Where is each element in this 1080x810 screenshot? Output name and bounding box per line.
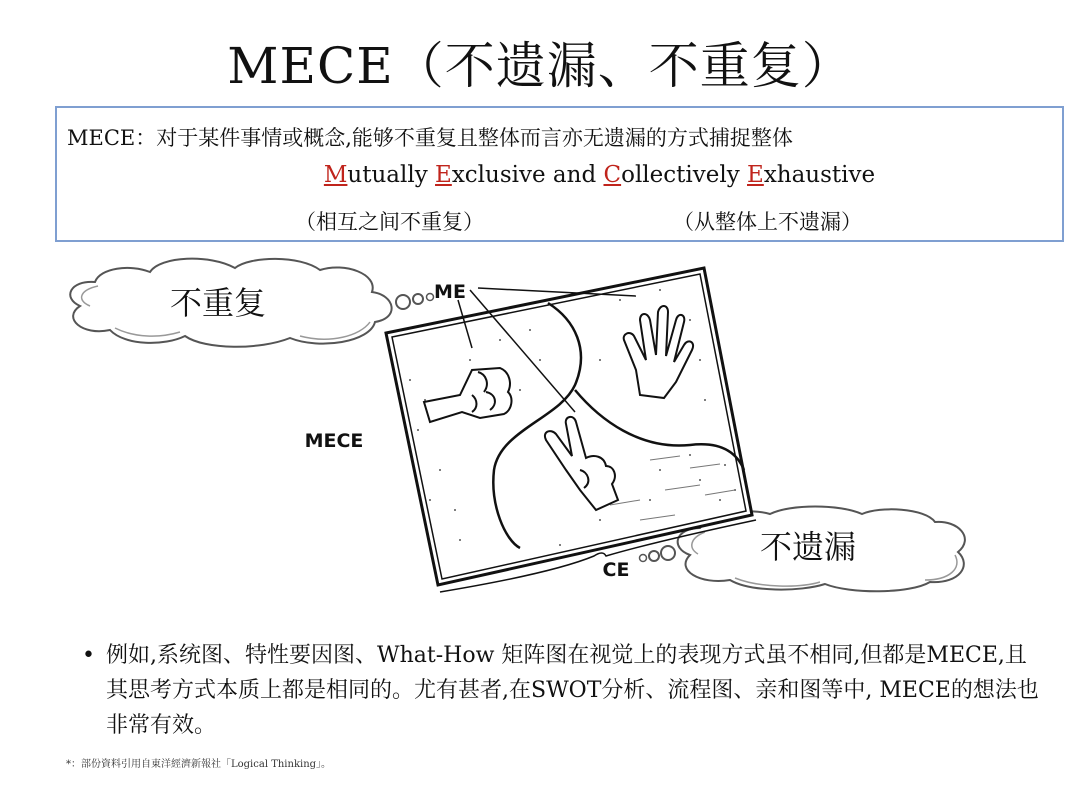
word-collectively: ollectively <box>621 162 748 188</box>
word-exclusive: xclusive and <box>451 162 604 188</box>
note-mutually-exclusive: （相互之间不重复） <box>295 210 484 234</box>
footnote: *：部份資料引用自東洋經濟新報社「Logical Thinking」。 <box>66 759 332 770</box>
page-title: MECE（不遗漏、不重复） <box>227 37 853 95</box>
definition-box <box>55 106 1064 242</box>
cloud-right-label: 不遗漏 <box>759 528 857 566</box>
mece-diagram <box>0 245 1080 625</box>
english-expansion <box>57 162 1062 188</box>
initial-e2: E <box>747 162 764 188</box>
word-mutually: utually <box>347 162 436 188</box>
label-mece: MECE <box>304 430 364 452</box>
cloud-left-label: 不重复 <box>169 284 267 322</box>
label-ce: CE <box>602 559 630 581</box>
bullet-item <box>82 638 1042 743</box>
initial-e: E <box>435 162 452 188</box>
note-collectively-exhaustive: （从整体上不遗漏） <box>673 210 862 234</box>
cloud-left <box>70 259 433 347</box>
bullet-text: 例如,系统图、特性要因图、What-How 矩阵图在视觉上的表现方式虽不相同,但都是MECE,且其思考方式本质上都是相同的。尤有甚者,在SWOT分析、流程图、亲和图等中, MECE的想法也非常有效。 <box>106 643 1039 738</box>
initial-m: M <box>323 162 348 188</box>
word-exhaustive: xhaustive <box>763 162 876 188</box>
label-me: ME <box>434 281 466 303</box>
definition-text: MECE：对于某件事情或概念,能够不重复且整体而言亦无遗漏的方式捕捉整体 <box>67 126 793 150</box>
initial-c: C <box>603 162 622 188</box>
bullet-dot: • <box>82 643 95 668</box>
